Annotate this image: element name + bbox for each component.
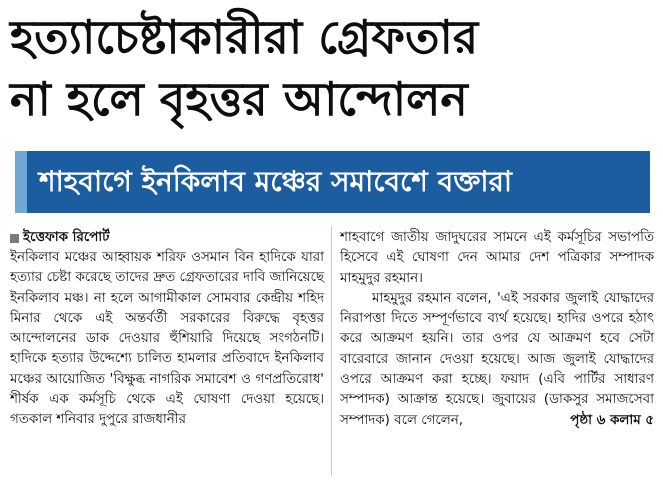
article-column-left bbox=[10, 228, 324, 431]
article-paragraph: ইনকিলাব মঞ্চের আহ্বায়ক শরিফ ওসমান বিন হাদিকে যারা হত্যার চেষ্টা করেছে তাদের দ্রুত গ্রেফতারের দাবি জানিয়েছে ইনকিলাব মঞ্চ। না হলে আগামীকাল সোমবার কেন্দ্রীয় শহিদ মিনার থেকে এই অন্তর্বর্তী সরকারের বিরুদ্ধে বৃহত্তর আন্দোলনের ডাক দেওয়ার হুঁশিয়ারি দিয়েছে সংগঠনটি। হাদিকে হত্যার উদ্দেশ্যে চালিত হামলার প্রতিবাদে ইনকিলাব মঞ্চের আয়োজিত 'বিক্ষুব্ধ নাগরিক সমাবেশ ও গণপ্রতিরোধ' শীর্ষক এক কর্মসূচি থেকে এই ঘোষণা দেওয়া হয়েছে। গতকাল শনিবার দুপুরে রাজধানীর bbox=[10, 250, 324, 428]
continuation-jump: পৃষ্ঠা ৬ কলাম ৫ bbox=[570, 412, 654, 428]
byline-text: ইত্তেফাক রিপোর্ট bbox=[23, 229, 110, 245]
article-paragraph: শাহবাগে জাতীয় জাদুঘরের সামনে এই কর্মসূচির সভাপতি হিসেবে এই ঘোষণা দেন আমার দেশ পত্রিকার সম্পাদক মাহমুদুর রহমান। bbox=[340, 230, 654, 286]
headline-line-1: হত্যাচেষ্টাকারীরা গ্রেফতার bbox=[10, 10, 479, 64]
column-divider bbox=[331, 226, 332, 476]
headline bbox=[10, 6, 660, 130]
byline bbox=[10, 228, 324, 248]
headline-line-2: না হলে বৃহত্তর আন্দোলন bbox=[10, 72, 468, 126]
subheadline-banner: শাহবাগে ইনকিলাব মঞ্চের সমাবেশে বক্তারা bbox=[15, 151, 650, 213]
article-paragraph bbox=[340, 289, 654, 431]
byline-square-icon bbox=[10, 234, 19, 243]
article-paragraph-text: মাহমুদুর রহমান বলেন, 'এই সরকার জুলাই যোদ্ধাদের নিরাপত্তা দিতে সম্পূর্ণভাবে ব্যর্থ হয়েছে। হাদির ওপরে হঠাৎ করে আক্রমণ হয়নি। তার ওপর যে আক্রমণ হবে সেটা বারেবারে জানান দেওয়া হয়েছে। আজ জুলাই যোদ্ধাদের ওপরে আক্রমণ করা হচ্ছে। ফয়াদ (এবি পার্টির সাধারণ সম্পাদক) আক্রান্ত হয়েছে। জুবায়ের (ডাকসুর সমাজসেবা সম্পাদক) বলে গেলেন, bbox=[340, 290, 654, 428]
article-column-right bbox=[340, 228, 654, 431]
